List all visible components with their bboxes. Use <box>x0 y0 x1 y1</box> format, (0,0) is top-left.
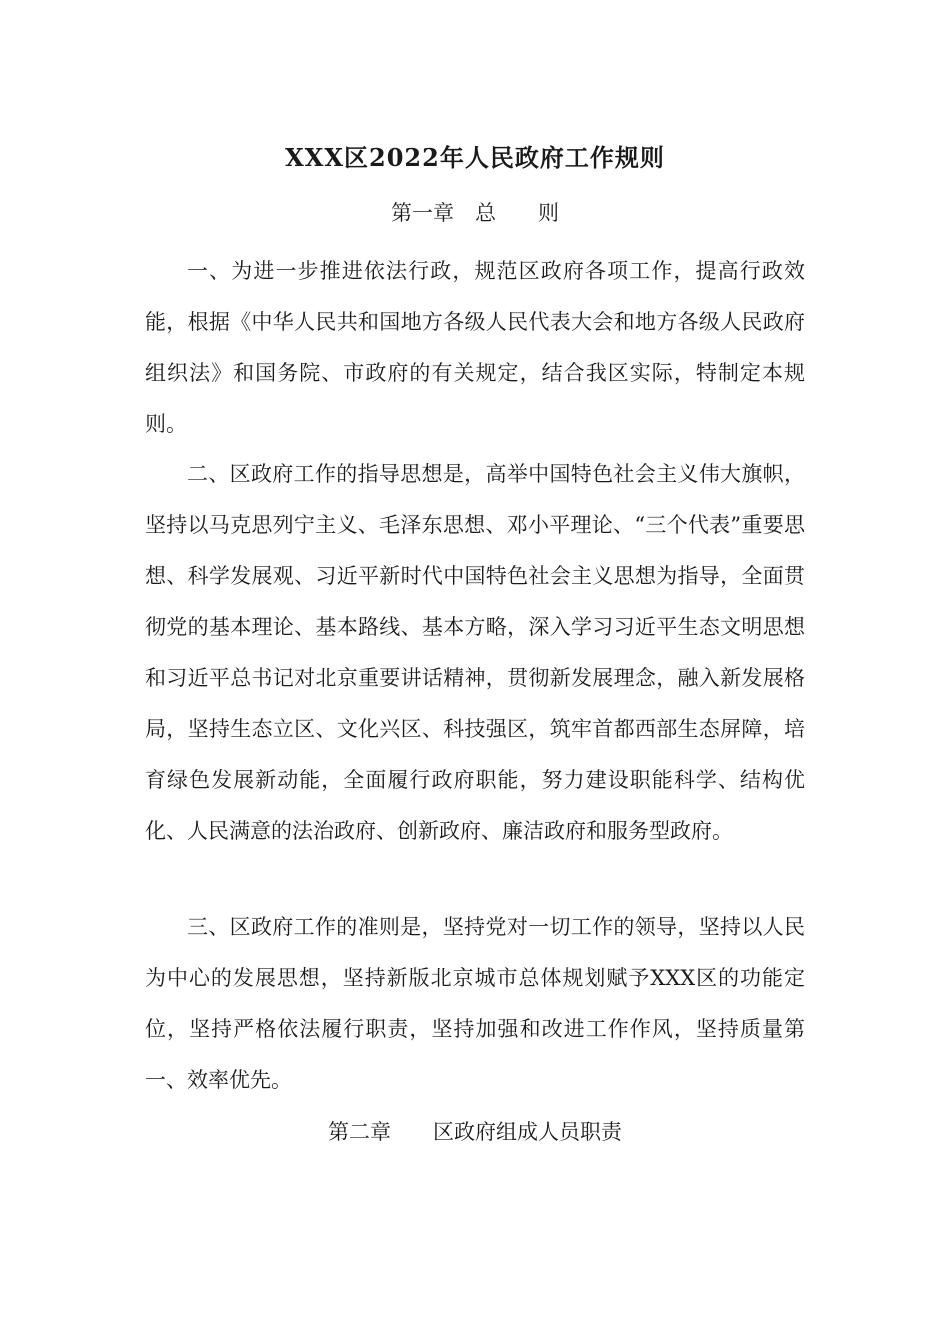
document-title: XXX区2022年人民政府工作规则 <box>285 143 665 172</box>
chapter-heading-1: 第一章 总 则 <box>391 201 559 225</box>
paragraph-3: 三、区政府工作的准则是，坚持党对一切工作的领导，坚持以人民为中心的发展思想，坚持新版北京城市总体规划赋予XXX区的功能定位，坚持严格依法履行职责，坚持加强和改进工作作风，坚持质量第一、效率优先。 <box>145 915 805 1092</box>
paragraph-2: 二、区政府工作的指导思想是，高举中国特色社会主义伟大旗帜，坚持以马克思列宁主义、毛泽东思想、邓小平理论、“三个代表”重要思想、科学发展观、习近平新时代中国特色社会主义思想为指导，全面贯彻党的基本理论、基本路线、基本方略，深入学习习近平生态文明思想和习近平总书记对北京重要讲话精神，贯彻新发展理念，融入新发展格局，坚持生态立区、文化兴区、科技强区，筑牢首都西部生态屏障，培育绿色发展新动能，全面履行政府职能，努力建设职能科学、结构优化、人民满意的法治政府、创新政府、廉洁政府和服务型政府。 <box>145 462 805 843</box>
paragraph-1: 一、为进一步推进依法行政，规范区政府各项工作，提高行政效能，根据《中华人民共和国地方各级人民代表大会和地方各级人民政府组织法》和国务院、市政府的有关规定，结合我区实际，特制定本规则。 <box>145 259 805 436</box>
chapter-heading-2: 第二章 区政府组成人员职责 <box>328 1120 622 1144</box>
